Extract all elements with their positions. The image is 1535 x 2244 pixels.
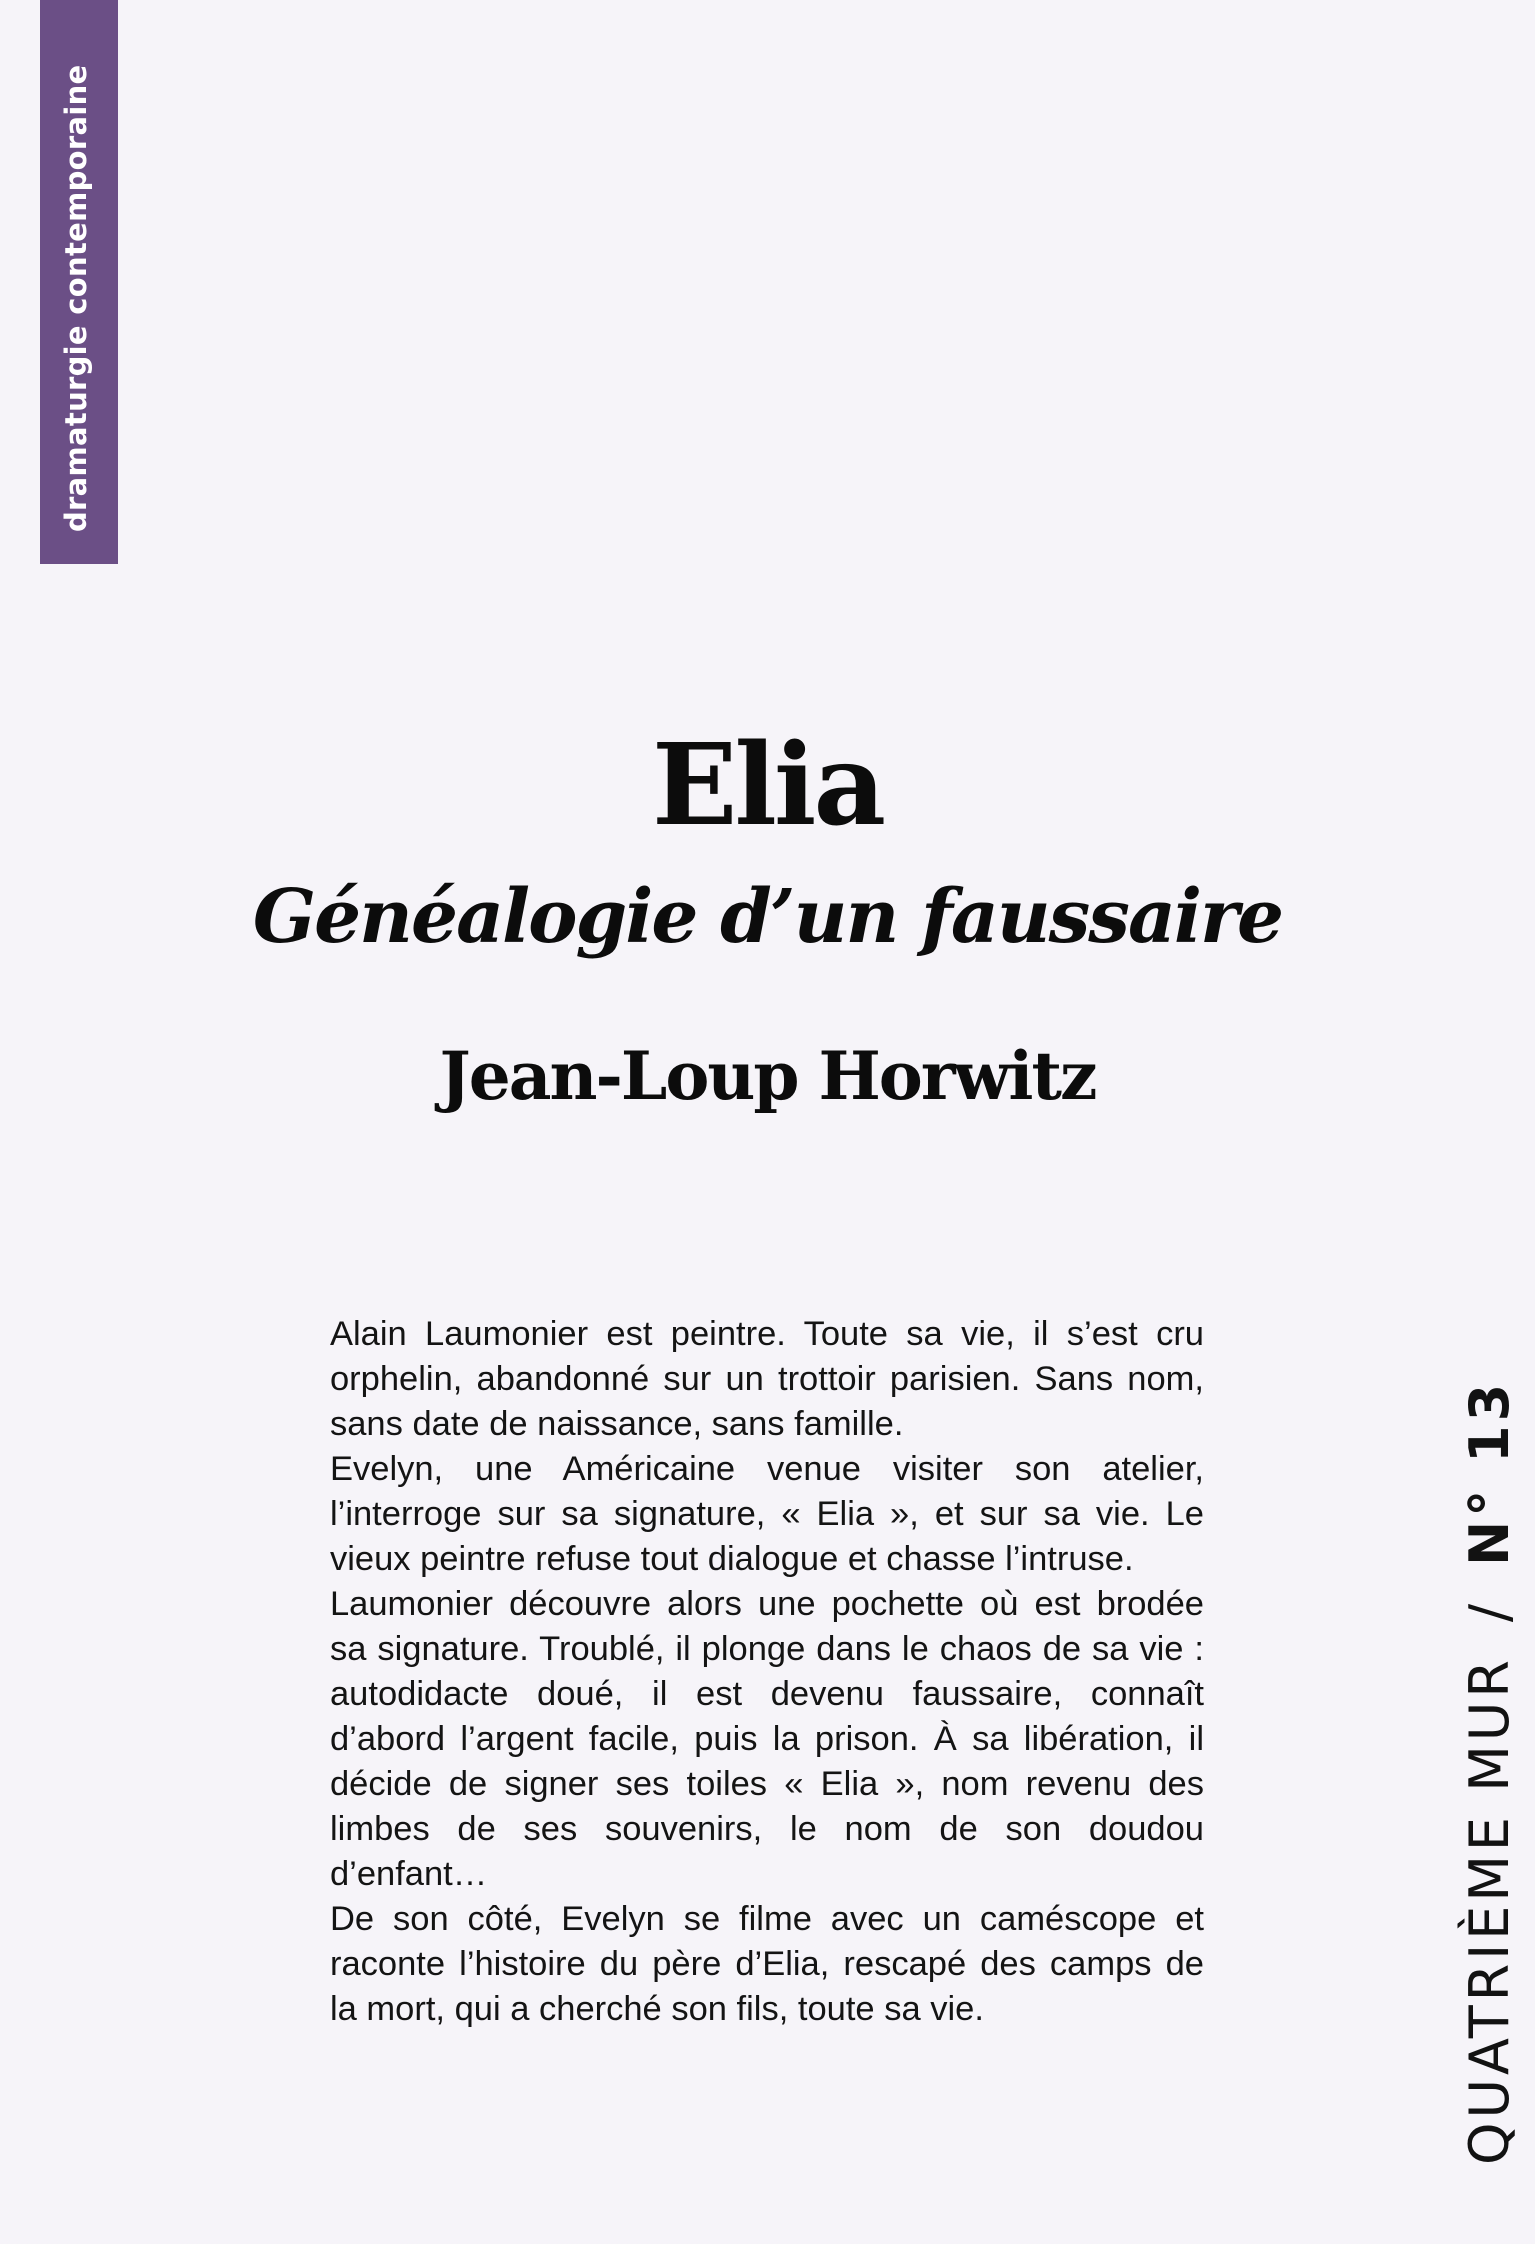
book-author: Jean-Loup Horwitz xyxy=(439,1037,1096,1115)
book-subtitle: Généalogie d’un faussaire xyxy=(252,874,1283,960)
synopsis-paragraph: Laumonier découvre alors une pochette où est brodée sa signature. Troublé, il plonge dans le chaos de sa vie : autodidacte doué, il est devenu faussaire, connaît d’abord l’argent facile, puis la prison. À sa libération, il décide de signer ses toiles « Elia », nom revenu des limbes de ses souvenirs, le nom de son doudou d’enfant… xyxy=(330,1585,1204,1893)
collection-number: N° 13 xyxy=(1458,1379,1521,1566)
synopsis-paragraph: Evelyn, une Américaine venue visiter son atelier, l’interroge sur sa signature, « Elia », et sur sa vie. Le vieux peintre refuse tout dialogue et chasse l’intruse. xyxy=(330,1450,1204,1578)
collection-side-band xyxy=(40,0,118,564)
synopsis-paragraph: Alain Laumonier est peintre. Toute sa vie, il s’est cru orphelin, abandonné sur un trottoir parisien. Sans nom, sans date de naissance, sans famille. xyxy=(330,1315,1204,1443)
side-band-label: dramaturgie contemporaine xyxy=(59,64,93,532)
synopsis xyxy=(330,1312,1204,2032)
collection-separator: / xyxy=(1458,1599,1521,1623)
collection-series: QUATRIÈME MUR xyxy=(1458,1656,1521,2165)
book-title: Elia xyxy=(651,720,884,851)
synopsis-paragraph: De son côté, Evelyn se filme avec un caméscope et raconte l’histoire du père d’Elia, rescapé des camps de la mort, qui a cherché son fils, toute sa vie. xyxy=(330,1900,1204,2028)
collection-label xyxy=(1458,1379,1521,2165)
